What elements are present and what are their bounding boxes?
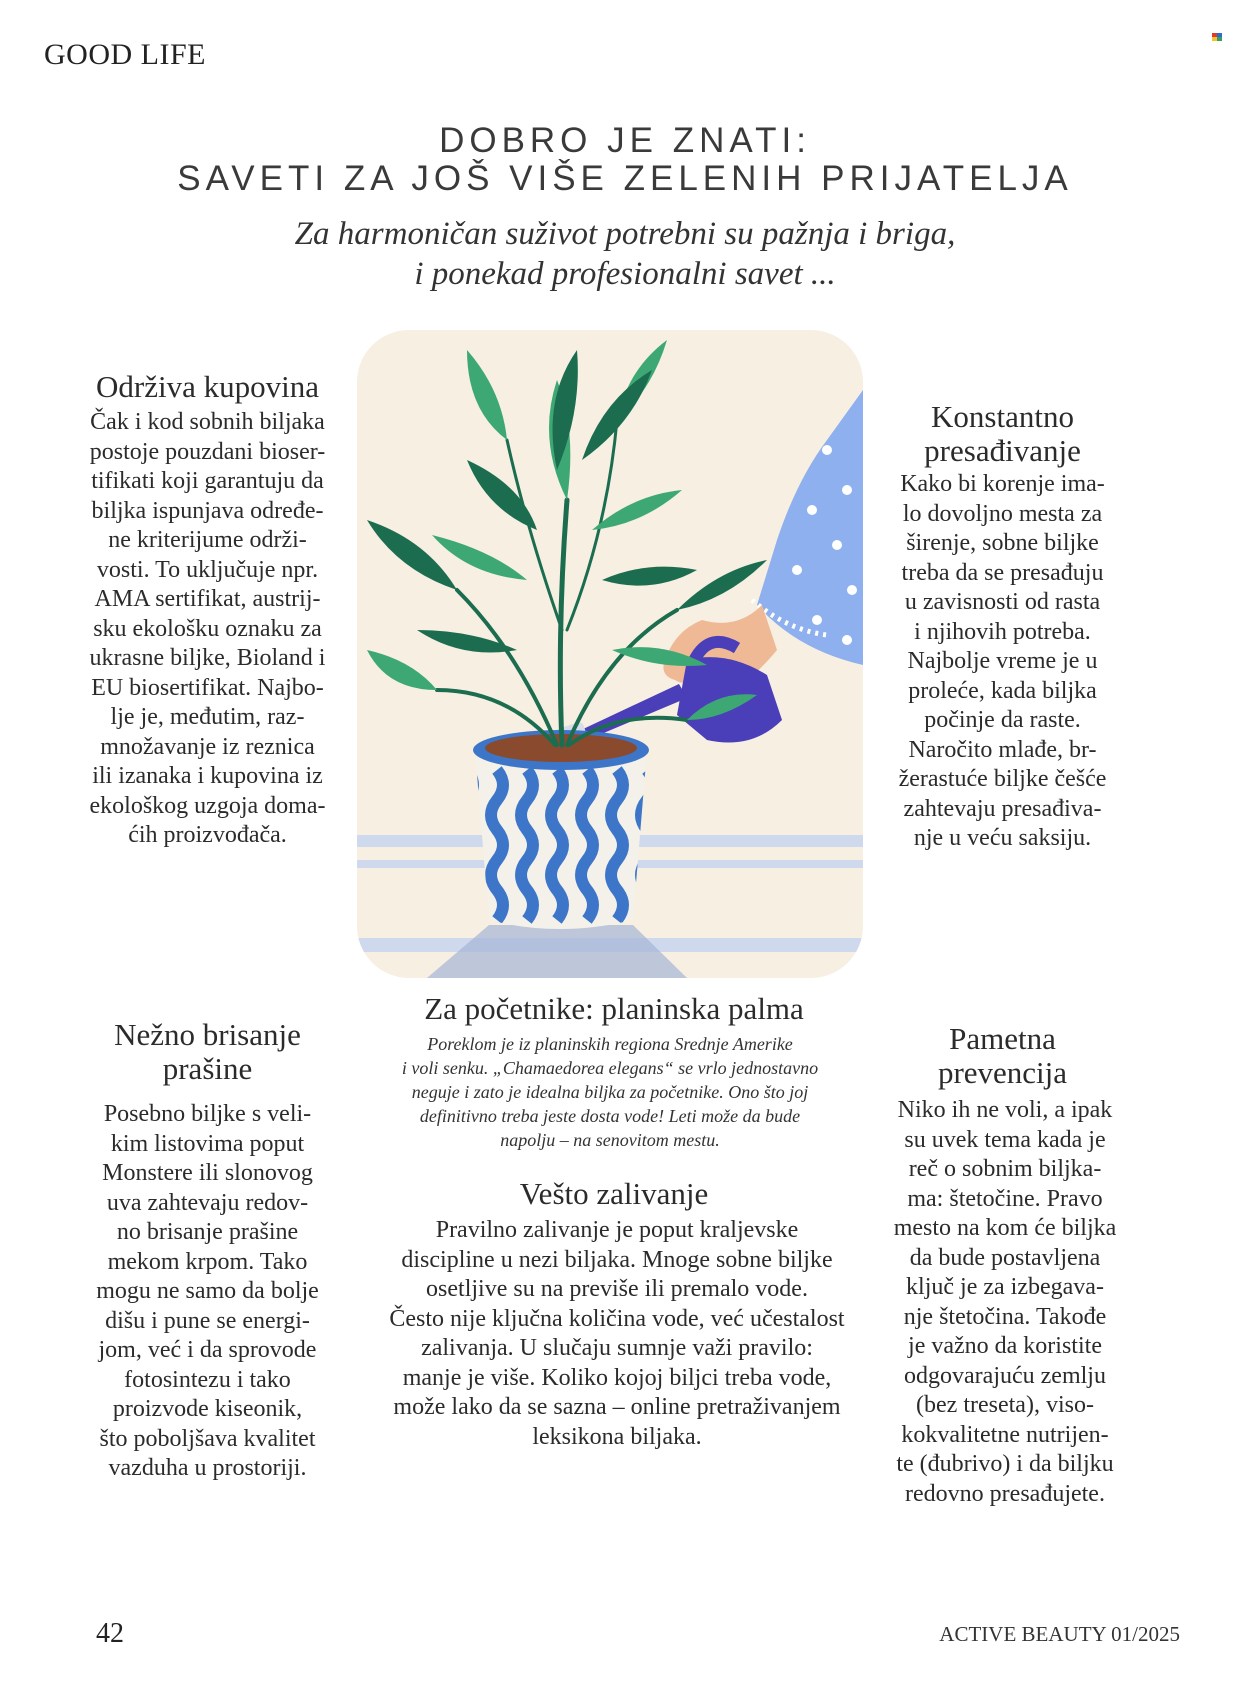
text-line: u zavisnosti od rasta — [904, 589, 1101, 615]
page-title — [150, 122, 1100, 198]
text-line: mesto na kom će biljka — [893, 1215, 1117, 1241]
text-line: što poboljšava kvalitet — [99, 1425, 316, 1452]
text-line: neguje i zato je idealna biljka za početnike. Ono što joj — [411, 1082, 809, 1102]
corner-mark-icon — [1212, 33, 1222, 41]
presadjivanje-text — [880, 470, 1125, 854]
palma-title: Za početnike: planinska palma — [424, 991, 804, 1026]
text-line: vazduha u prostoriji. — [108, 1455, 307, 1481]
title-line-2: SAVETI ZA JOŠ VIŠE ZELENIH PRIJATELJA — [177, 159, 1073, 198]
text-line: proizvode kiseonik, — [112, 1396, 303, 1422]
brisanje-title — [70, 1018, 345, 1086]
title-line: prašine — [162, 1051, 253, 1086]
kupovina-text — [70, 408, 345, 851]
text-line: AMA sertifikat, austrij- — [94, 586, 321, 612]
text-line: množavanje iz reznica — [100, 733, 315, 760]
text-line: ma: štetočine. Pravo — [907, 1185, 1103, 1212]
lede-line-1: Za harmoničan suživot potrebni su pažnja i briga, — [294, 216, 956, 252]
zalivanje-text — [362, 1216, 872, 1452]
text-line: napolju – na senovitom mestu. — [500, 1130, 720, 1150]
text-line: definitivno treba jeste dosta vode! Leti može da bude — [419, 1106, 801, 1126]
text-line: da bude postavljena — [909, 1244, 1101, 1271]
prevencija-text — [880, 1096, 1130, 1509]
text-line: lo dovoljno mesta za — [902, 500, 1103, 527]
text-line: Naročito mlađe, br- — [908, 736, 1097, 763]
text-line: te (đubrivo) i da biljku — [896, 1451, 1114, 1477]
text-line: dišu i pune se energi- — [105, 1307, 310, 1334]
text-line: treba da se presađuju — [901, 559, 1104, 586]
text-line: ukrasne biljke, Bioland i — [89, 645, 326, 671]
text-line: Najbolje vreme je u — [907, 648, 1098, 674]
text-line: i voli senku. „Chamaedorea elegans“ se vrlo jednostavno — [401, 1058, 819, 1078]
presadjivanje-title — [880, 400, 1125, 468]
text-line: redovno presađujete. — [905, 1480, 1105, 1507]
text-line: kokvalitetne nutrijen- — [901, 1421, 1109, 1448]
text-line: počinje da raste. — [924, 707, 1081, 733]
text-line: uva zahtevaju redov- — [106, 1189, 309, 1216]
kupovina-title: Održiva kupovina — [96, 369, 319, 404]
text-line: osetljive su na previše ili premalo vode. — [426, 1276, 808, 1302]
text-line: EU biosertifikat. Najbo- — [91, 674, 324, 701]
lede — [150, 214, 1100, 294]
text-line: tifikati koji garantuju da — [91, 468, 324, 494]
brisanje-text — [70, 1100, 345, 1484]
text-line: zalivanja. U slučaju sumnje važi pravilo: — [421, 1335, 813, 1361]
text-line: je važno da koristite — [908, 1333, 1102, 1359]
zalivanje-title: Vešto zalivanje — [519, 1176, 709, 1211]
text-line: manje je više. Koliko kojoj biljci treba vode, — [402, 1364, 832, 1391]
text-line: nje štetočina. Takođe — [903, 1303, 1107, 1330]
text-line: može lako da se sazna – online pretraživanjem — [393, 1394, 841, 1420]
text-line: ne kriterijume održi- — [108, 527, 307, 553]
text-line: (bez treseta), viso- — [916, 1392, 1094, 1418]
text-line: širenje, sobne biljke — [906, 530, 1099, 556]
lede-line-2: i ponekad profesionalni savet ... — [414, 256, 836, 292]
text-line: Niko ih ne voli, a ipak — [897, 1097, 1113, 1123]
page-number: 42 — [96, 1618, 124, 1649]
title-line: Konstantno — [931, 399, 1074, 434]
text-line: ključ je za izbegava- — [906, 1274, 1104, 1300]
text-line: Monstere ili slonovog — [102, 1160, 313, 1186]
text-line: leksikona biljaka. — [532, 1423, 702, 1450]
text-line: nje u veću saksiju. — [913, 825, 1092, 851]
text-line: mekom krpom. Tako — [107, 1248, 308, 1275]
text-line: fotosintezu i tako — [124, 1366, 291, 1393]
issue-label: ACTIVE BEAUTY 01/2025 — [939, 1622, 1180, 1646]
text-line: proleće, kada biljka — [908, 677, 1097, 704]
text-line: zahtevaju presađiva- — [903, 795, 1102, 822]
text-line: Čak i kod sobnih biljaka — [90, 409, 325, 435]
text-line: Kako bi korenje ima- — [900, 471, 1105, 497]
text-line: ćih proizvođača. — [128, 822, 287, 848]
title-line: prevencija — [937, 1055, 1068, 1090]
text-line: Posebno biljke s veli- — [103, 1101, 312, 1127]
text-line: no brisanje prašine — [116, 1219, 299, 1245]
title-line: Pametna — [949, 1021, 1056, 1056]
text-line: lje je, međutim, raz- — [110, 704, 305, 730]
text-line: reč o sobnim biljka- — [908, 1156, 1102, 1182]
title-line: Nežno brisanje — [114, 1017, 301, 1052]
text-line: vosti. To uključuje npr. — [96, 556, 319, 583]
text-line: Često nije ključna količina vode, već učestalost — [389, 1305, 845, 1332]
plant-watering-illustration — [357, 330, 863, 978]
text-line: i njihovih potreba. — [914, 618, 1091, 645]
text-line: žerastuće biljke češće — [898, 766, 1107, 792]
palma-text — [360, 1032, 860, 1152]
text-line: kim listovima poput — [110, 1130, 305, 1157]
prevencija-title — [880, 1022, 1125, 1090]
title-line-1: DOBRO JE ZNATI: — [439, 121, 811, 160]
text-line: ili izanaka i kupovina iz — [92, 763, 323, 789]
text-line: biljka ispunjava određe- — [91, 497, 324, 524]
text-line: ekološkog uzgoja doma- — [89, 792, 326, 819]
text-line: mogu ne samo da bolje — [96, 1278, 319, 1304]
title-line: presađivanje — [924, 433, 1081, 468]
text-line: discipline u nezi biljaka. Mnoge sobne biljke — [401, 1246, 833, 1273]
text-line: Poreklom je iz planinskih regiona Srednje Amerike — [427, 1034, 793, 1054]
text-line: sku ekološku oznaku za — [93, 615, 322, 642]
text-line: Pravilno zalivanje je poput kraljevske — [435, 1217, 799, 1243]
section-label: GOOD LIFE — [44, 38, 206, 71]
text-line: su uvek tema kada je — [904, 1126, 1106, 1153]
text-line: jom, već i da sprovode — [98, 1337, 317, 1363]
text-line: postoje pouzdani bioser- — [89, 438, 326, 465]
text-line: odgovarajuću zemlju — [904, 1362, 1106, 1389]
